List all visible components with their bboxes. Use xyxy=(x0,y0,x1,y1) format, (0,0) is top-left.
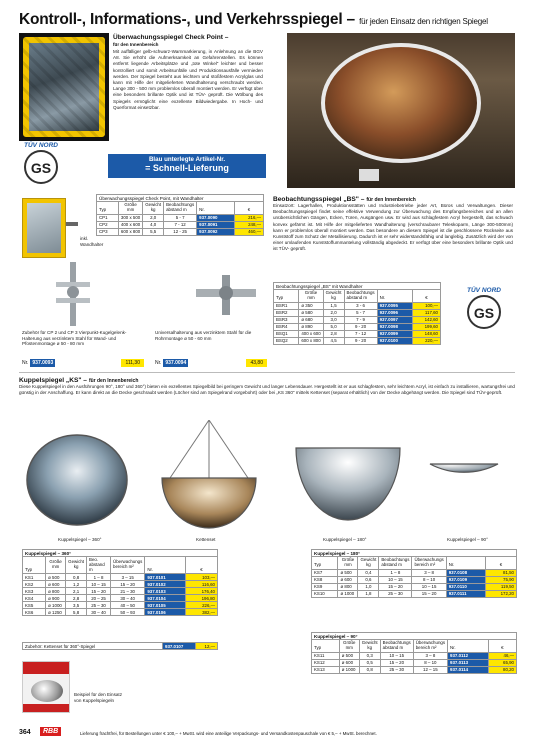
cell: 0,4 xyxy=(358,569,379,576)
col-typ: Typ xyxy=(312,640,340,653)
cell: 3 – 8 xyxy=(412,569,446,576)
cell: 2,8 xyxy=(323,330,344,337)
price: 142,60 xyxy=(413,316,441,323)
cell: 7 - 12 xyxy=(344,330,377,337)
col-price: € xyxy=(413,290,441,303)
cell: 5,8 xyxy=(66,609,87,616)
checkpoint-description: Mit auffälliger gelb-schwarz-Warnmarkierung, in Anlehnung an die BGV A8. Sie erhöht die Aufmerksamkeit an Gefahrenstellen. Es können entfernt liegende Arbeitsplätze und „tote Winkel" leichter und besser kontrolliert und somit Arbeitsunfälle und Produktionsausfälle vermieden werden. Der Spiegel besteht aus leichtem und stoßfestem Acrylglas und kann mit Hilfe der mitgelieferten Wandhalterung verschraubt werden. Lange 300 - 500 mm problemlos überall montiert werden. Er verfügt über eine besonders brillante Optik und ist TÜV- geprüft. Die Wölbung des Spiegels ermöglicht eine exzellente Bildwiedergabe. In Hoch- und Querformat einsetzbar. xyxy=(113,49,263,110)
cell: 1,2 xyxy=(66,581,87,588)
cell: 2,1 xyxy=(66,588,87,595)
cell: 400 x 600 xyxy=(299,330,323,337)
accessory2-caption: Universalhalterung aus verzinktem Stahl für die Rohrmontage ø 50 - 60 mm xyxy=(155,330,252,341)
table-row xyxy=(274,316,441,323)
table-row xyxy=(274,330,441,337)
table-row xyxy=(274,337,441,344)
article-number[interactable]: 937.0110 xyxy=(446,583,485,590)
chain-set-label: Zubehör: Kettenset für 360°-Spiegel xyxy=(23,643,163,650)
ks90-table xyxy=(311,632,517,674)
col-size: Größe mm xyxy=(118,202,142,215)
cell: KS12 xyxy=(312,659,340,666)
cell: 5 - 7 xyxy=(344,309,377,316)
cell: 2,0 xyxy=(323,309,344,316)
cell: ø 580 xyxy=(299,309,323,316)
cell: ø 600 xyxy=(338,576,358,583)
cell: 0,6 xyxy=(358,576,379,583)
bs-photo xyxy=(287,33,515,188)
cell: 10 – 15 xyxy=(380,652,413,659)
cell: KS10 xyxy=(312,590,338,597)
cell: 3 – 15 xyxy=(111,574,145,581)
bs-table-header xyxy=(274,290,441,303)
cell: BSR4 xyxy=(274,323,299,330)
bs-table-caption: Beobachtungsspiegel „BS" mit Wandhalter xyxy=(274,283,441,290)
cell: 0,3 xyxy=(359,652,380,659)
cell: 2,0 xyxy=(143,214,164,221)
cell: 1,5 xyxy=(323,302,344,309)
col-size: Größe mm xyxy=(338,557,358,570)
price: 119,50 xyxy=(485,583,516,590)
cell: 3,5 xyxy=(66,602,87,609)
cell: BSR3 xyxy=(274,316,299,323)
cell: 15 – 20 xyxy=(412,590,446,597)
cell: 50 – 93 xyxy=(111,609,145,616)
example-caption: Beispiel für den Einsatz von Kuppelspiegeln xyxy=(74,692,123,703)
table-row xyxy=(97,221,264,228)
caption-90: Kuppelspiegel – 90° xyxy=(447,537,488,542)
tuv-label: TÜV NORD xyxy=(24,142,58,149)
caption-360: Kuppelspiegel – 360° xyxy=(58,537,102,542)
cell: 0,8 xyxy=(359,666,380,673)
article-number[interactable]: 937.0105 xyxy=(145,602,186,609)
price: 196,80 xyxy=(185,595,217,602)
bracket-image-1 xyxy=(48,262,98,326)
cell: 4,0 xyxy=(143,221,164,228)
cell: 15 – 20 xyxy=(111,581,145,588)
cell: 4,5 xyxy=(323,337,344,344)
price: 199,60 xyxy=(413,323,441,330)
cell: 9 - 20 xyxy=(344,323,377,330)
price: 220,— xyxy=(413,337,441,344)
col-nr: Nr. xyxy=(377,290,412,303)
cell: KS7 xyxy=(312,569,338,576)
cell: 10 – 15 xyxy=(87,581,111,588)
bs-subtitle: für den Innenbereich xyxy=(366,197,416,203)
price: 43,80 xyxy=(246,359,267,367)
price: 216,— xyxy=(234,214,263,221)
table-row xyxy=(274,323,441,330)
checkpoint-subtitle: für den Innenbereich xyxy=(113,42,159,47)
article-number[interactable]: 937.0100 xyxy=(377,337,412,344)
cell: ø 800 xyxy=(338,583,358,590)
accessory2-order xyxy=(155,359,267,367)
dome-360-image xyxy=(24,432,130,528)
price: 111,30 xyxy=(121,359,144,367)
col-weight: Gewicht kg xyxy=(66,557,87,574)
price: 81,50 xyxy=(485,569,516,576)
col-typ: Typ xyxy=(274,290,299,303)
article-number[interactable]: 937.0092 xyxy=(197,228,235,235)
col-nr: Nr. xyxy=(446,557,485,570)
cell: 10 – 15 xyxy=(412,583,446,590)
cell: 25 – 30 xyxy=(380,666,413,673)
table-row xyxy=(312,666,517,673)
cell: ø 1000 xyxy=(339,666,359,673)
col-size: Größe mm xyxy=(339,640,359,653)
article-number[interactable]: 937.0111 xyxy=(446,590,485,597)
nr-label: Nr. xyxy=(22,360,29,366)
col-weight: Gewicht kg xyxy=(143,202,164,215)
col-distance: Beobachtungs abstand m xyxy=(379,557,412,570)
col-distance: Beobachtungs abstand m xyxy=(344,290,377,303)
bracket-image-2 xyxy=(196,265,256,325)
col-price: € xyxy=(485,557,516,570)
footer-shipping-text: Lieferung frachtfrei, für Bestellungen unter € 100,– + MwSt. wird eine anteilige Verpackungs- und Versandkostenpauschale von € 5,– + MwSt. berechnet. xyxy=(80,731,377,736)
bs-title xyxy=(273,196,416,203)
cell: 30 – 40 xyxy=(111,595,145,602)
cell: 2,8 xyxy=(66,595,87,602)
col-area: Überwachungs bereich m² xyxy=(412,557,446,570)
cell: 8 – 10 xyxy=(413,659,447,666)
cell: 5,5 xyxy=(143,228,164,235)
ks360-table-header xyxy=(23,557,218,574)
article-number[interactable]: 937.0099 xyxy=(377,330,412,337)
col-price: € xyxy=(488,640,516,653)
col-weight: Gewicht kg xyxy=(358,557,379,570)
cell: 3 - 6 xyxy=(344,302,377,309)
cell: ø 890 xyxy=(299,323,323,330)
accessory1-order xyxy=(22,359,144,367)
cell: CP1 xyxy=(97,214,119,221)
bs-description: Einsatzort: Lagerhallen, Produktionsstätten und Industriebetriebe jeder Art, Büros und Verwaltungen. Dieser Beobachtungsspiegel findet seine effektive Verwendung zur Überwachung des Empfangsbereiches und an allen unübersichtlichen Gängen, Ecken, Türen, Ausgängen usw. Er wird aus schlagfestem Acryl hergestellt, das schwach konvex gefärmt ist. Mit Hilfe der mitgelieferten Wandhalterung (verschraubarer Teleskoparm, Länge 300-500mm) kann er problemlos überall montiert werden. Das besondere an diesem Spiegel ist die geschlossene Rückseite aus Kunststoff zum Schutz der Metallisierung. Dadurch ist er sehr widerstandsfähig und langlebig. Zusätzlich wird der von einer umlaufenden Kunststoffummantelung vollständig abgedeckt. Er verfügt über eine besonders brillante Optik und ist TÜV- geprüft. xyxy=(273,203,513,252)
cell: ø 1000 xyxy=(46,602,66,609)
cell: BSR1 xyxy=(274,302,299,309)
cell: ø 1250 xyxy=(46,609,66,616)
cell: 400 x 600 xyxy=(118,221,142,228)
checkpoint-photo xyxy=(19,33,109,141)
price: 117,60 xyxy=(413,309,441,316)
cell: 1 – 8 xyxy=(379,569,412,576)
table-row xyxy=(23,595,218,602)
cell: 30 – 40 xyxy=(87,609,111,616)
cell: 15 – 20 xyxy=(87,588,111,595)
ks90-table-header xyxy=(312,640,517,653)
article-number[interactable]: 937.0101 xyxy=(145,574,186,581)
tuv-badge-checkpoint xyxy=(21,142,61,184)
price: 12,— xyxy=(196,643,218,650)
article-number[interactable]: 937.0091 xyxy=(197,221,235,228)
quick-delivery-line1: Blau unterlegte Artikel-Nr. xyxy=(148,156,226,163)
cell: 3 – 8 xyxy=(413,652,447,659)
cell: 7 - 12 xyxy=(164,221,197,228)
article-number[interactable]: 937.0114 xyxy=(448,666,489,673)
cell: KS3 xyxy=(23,588,46,595)
article-number[interactable]: 937.0094 xyxy=(165,360,187,366)
checkpoint-table-header xyxy=(97,202,264,215)
article-number[interactable]: 937.0107 xyxy=(163,643,196,650)
cell: ø 680 xyxy=(299,316,323,323)
ks90-table-caption: Kuppelspiegel – 90° xyxy=(312,633,517,640)
price: 116,60 xyxy=(185,581,217,588)
cell: 600 x 800 xyxy=(118,228,142,235)
article-number[interactable]: 937.0108 xyxy=(446,569,485,576)
cell: ø 600 xyxy=(46,581,66,588)
cell: KS6 xyxy=(23,609,46,616)
price: 80,20 xyxy=(488,666,516,673)
bs-table xyxy=(273,282,441,345)
price: 100,— xyxy=(413,302,441,309)
table-row xyxy=(274,309,441,316)
cell: 600 x 800 xyxy=(299,337,323,344)
article-number[interactable]: 937.0102 xyxy=(145,581,186,588)
price: 226,— xyxy=(185,602,217,609)
cell: 15 – 20 xyxy=(379,583,412,590)
article-number[interactable]: 937.0103 xyxy=(145,588,186,595)
title-text: Kontroll-, Informations-, und Verkehrsspiegel – xyxy=(19,11,355,28)
table-row xyxy=(312,583,517,590)
col-area: Überwachungs bereich m² xyxy=(413,640,447,653)
cell: KS2 xyxy=(23,581,46,588)
example-photo xyxy=(22,661,70,713)
accessory1-caption: Zubehör für CP 2 und CP 3 Vierpunkt-Kugelgelenk-Halterung aus verzinktem Stahl für Wand- und Pfostenmontage ø 50 - 80 mm xyxy=(22,330,127,347)
dome-90-image xyxy=(424,458,504,530)
ks180-table-caption: Kuppelspiegel – 180° xyxy=(312,550,517,557)
price: 75,90 xyxy=(485,576,516,583)
article-number[interactable]: 937.0113 xyxy=(448,659,489,666)
table-row xyxy=(312,590,517,597)
cell: 12 - 25 xyxy=(164,228,197,235)
ks-title xyxy=(19,377,138,384)
checkpoint-title-text: Überwachungsspiegel Check Point – xyxy=(113,34,229,41)
cell: 15 – 20 xyxy=(380,659,413,666)
ks180-table-header xyxy=(312,557,517,570)
tuv-badge-bs xyxy=(462,287,506,329)
cell: KS13 xyxy=(312,666,340,673)
price: 46,— xyxy=(488,652,516,659)
section-divider xyxy=(19,372,515,373)
cell: KS4 xyxy=(23,595,46,602)
table-row xyxy=(312,569,517,576)
article-number[interactable]: 937.0090 xyxy=(197,214,235,221)
cell: 8 – 10 xyxy=(412,576,446,583)
cell: KS8 xyxy=(312,576,338,583)
cell: CP3 xyxy=(97,228,119,235)
cell: BSR2 xyxy=(274,309,299,316)
article-number[interactable]: 937.0096 xyxy=(377,309,412,316)
cell: ø 1000 xyxy=(338,590,358,597)
cell: CP2 xyxy=(97,221,119,228)
cell: 5 - 7 xyxy=(164,214,197,221)
article-number[interactable]: 937.0112 xyxy=(448,652,489,659)
brand-logo: RBB xyxy=(40,727,61,736)
ks-title-text: Kuppelspiegel „KS" – xyxy=(19,377,87,384)
col-price: € xyxy=(234,202,263,215)
ks-description: Diese Kuppelspiegel in den Ausführungen 90°, 180° und 360°) bieten ein exzellentes Spiegelbild bei geringem Gewicht und langer Lebensdauer. Hergestellt ist er aus schlagfestem, sehr leichtem Acryl, ist einfach zu installieren, wartungsfrei und günstig in der Anschaffung. Er kann direkt an die Decke geschraubt werden (Löcher sind am Spiegelrand vorgebohrt) oder bei „KS 360" mittels Kettenset (separat erhältlich) von der Decke abgehängt werden. Die Spiegel sind TÜV-geprüft. xyxy=(19,384,515,396)
col-nr: Nr. xyxy=(145,557,186,574)
col-size: Größe mm xyxy=(46,557,66,574)
article-number[interactable]: 937.0106 xyxy=(145,609,186,616)
cell: KS9 xyxy=(312,583,338,590)
chain-set-image xyxy=(158,420,260,532)
price: 172,20 xyxy=(485,590,516,597)
article-number[interactable]: 937.0098 xyxy=(377,323,412,330)
col-area: Überwachungs bereich m² xyxy=(111,557,145,574)
article-number[interactable]: 937.0097 xyxy=(377,316,412,323)
article-number[interactable]: 937.0104 xyxy=(145,595,186,602)
cell: 0,5 xyxy=(359,659,380,666)
caption-chain: Kettenset xyxy=(196,537,216,542)
cell: ø 500 xyxy=(46,574,66,581)
page-title xyxy=(19,11,488,29)
price: 460,— xyxy=(234,228,263,235)
price: 382,— xyxy=(185,609,217,616)
cell: 12 – 15 xyxy=(413,666,447,673)
cell: 10 – 15 xyxy=(379,576,412,583)
cell: ø 500 xyxy=(339,652,359,659)
col-price: € xyxy=(185,557,217,574)
footer-page-number: 364 xyxy=(19,729,31,736)
table-row xyxy=(23,588,218,595)
table-row xyxy=(274,302,441,309)
table-row xyxy=(312,652,517,659)
article-number[interactable]: 937.0093 xyxy=(32,360,54,366)
nr-label: Nr. xyxy=(155,360,162,366)
cell: 7 - 9 xyxy=(344,316,377,323)
cell: ø 500 xyxy=(338,569,358,576)
col-distance: Beobachtungs abstand m xyxy=(380,640,413,653)
quick-delivery-line2: = Schnell-Lieferung xyxy=(145,163,229,173)
cell: 0,8 xyxy=(66,574,87,581)
cell: BSQ2 xyxy=(274,337,299,344)
col-distance: Beo. abstand m xyxy=(87,557,111,574)
ks360-table-caption: Kuppelspiegel – 360° xyxy=(23,550,218,557)
cell: 5,0 xyxy=(323,323,344,330)
cell: ø 900 xyxy=(46,595,66,602)
cell: 21 – 30 xyxy=(111,588,145,595)
cell: 40 – 50 xyxy=(111,602,145,609)
wall-caption: inkl. Wandhalter xyxy=(80,236,104,247)
ks180-table xyxy=(311,549,517,598)
bs-title-text: Beobachtungsspiegel „BS" – xyxy=(273,196,365,203)
article-number[interactable]: 937.0109 xyxy=(446,576,485,583)
wall-bracket-icon xyxy=(66,222,78,226)
cell: 1 – 8 xyxy=(87,574,111,581)
cell: 300 x 500 xyxy=(118,214,142,221)
col-distance: Beobachtungs abstand m xyxy=(164,202,197,215)
ks360-table xyxy=(22,549,218,616)
table-row xyxy=(97,214,264,221)
table-row xyxy=(97,228,264,235)
col-nr: Nr. xyxy=(197,202,235,215)
cell: 20 – 25 xyxy=(87,595,111,602)
col-nr: Nr. xyxy=(448,640,489,653)
cell: KS11 xyxy=(312,652,340,659)
table-row xyxy=(23,609,218,616)
table-row xyxy=(23,574,218,581)
price: 103,— xyxy=(185,574,217,581)
table-row xyxy=(23,581,218,588)
col-weight: Gewicht kg xyxy=(323,290,344,303)
checkpoint-table-caption: Überwachungsspiegel Check Point, mit Wandhalter xyxy=(97,195,264,202)
price: 65,90 xyxy=(488,659,516,666)
cell: 9 - 20 xyxy=(344,337,377,344)
col-weight: Gewicht kg xyxy=(359,640,380,653)
gs-seal-icon: GS xyxy=(467,295,501,329)
ks-subtitle: für den Innenbereich xyxy=(88,378,139,384)
quick-delivery-note xyxy=(108,154,266,178)
dome-180-image xyxy=(292,442,404,528)
col-typ: Typ xyxy=(23,557,46,574)
table-row xyxy=(312,659,517,666)
table-row xyxy=(23,602,218,609)
checkpoint-table xyxy=(96,194,264,236)
checkpoint-title xyxy=(113,34,228,41)
cell: 1,8 xyxy=(358,590,379,597)
price: 248,— xyxy=(234,221,263,228)
article-number[interactable]: 937.0095 xyxy=(377,302,412,309)
price: 148,60 xyxy=(413,330,441,337)
tuv-label: TÜV NORD xyxy=(467,287,501,294)
footer xyxy=(0,722,535,744)
caption-180: Kuppelspiegel – 180° xyxy=(323,537,367,542)
table-row xyxy=(312,576,517,583)
cell: 1,0 xyxy=(358,583,379,590)
cell: 3,0 xyxy=(323,316,344,323)
cell: KS5 xyxy=(23,602,46,609)
price: 176,40 xyxy=(185,588,217,595)
col-size: Größe mm xyxy=(299,290,323,303)
table-row xyxy=(23,643,218,650)
col-typ: Typ xyxy=(312,557,338,570)
cell: 25 – 30 xyxy=(87,602,111,609)
gs-seal-icon: GS xyxy=(24,150,58,184)
col-typ: Typ xyxy=(97,202,119,215)
cell: ø 600 xyxy=(339,659,359,666)
checkpoint-product-image xyxy=(22,198,66,258)
title-subtitle: für jeden Einsatz den richtigen Spiegel xyxy=(359,17,488,26)
cell: KS1 xyxy=(23,574,46,581)
cell: BSQ1 xyxy=(274,330,299,337)
cell: ø 350 xyxy=(299,302,323,309)
cell: ø 800 xyxy=(46,588,66,595)
cell: 25 – 30 xyxy=(379,590,412,597)
chain-set-table xyxy=(22,642,218,650)
